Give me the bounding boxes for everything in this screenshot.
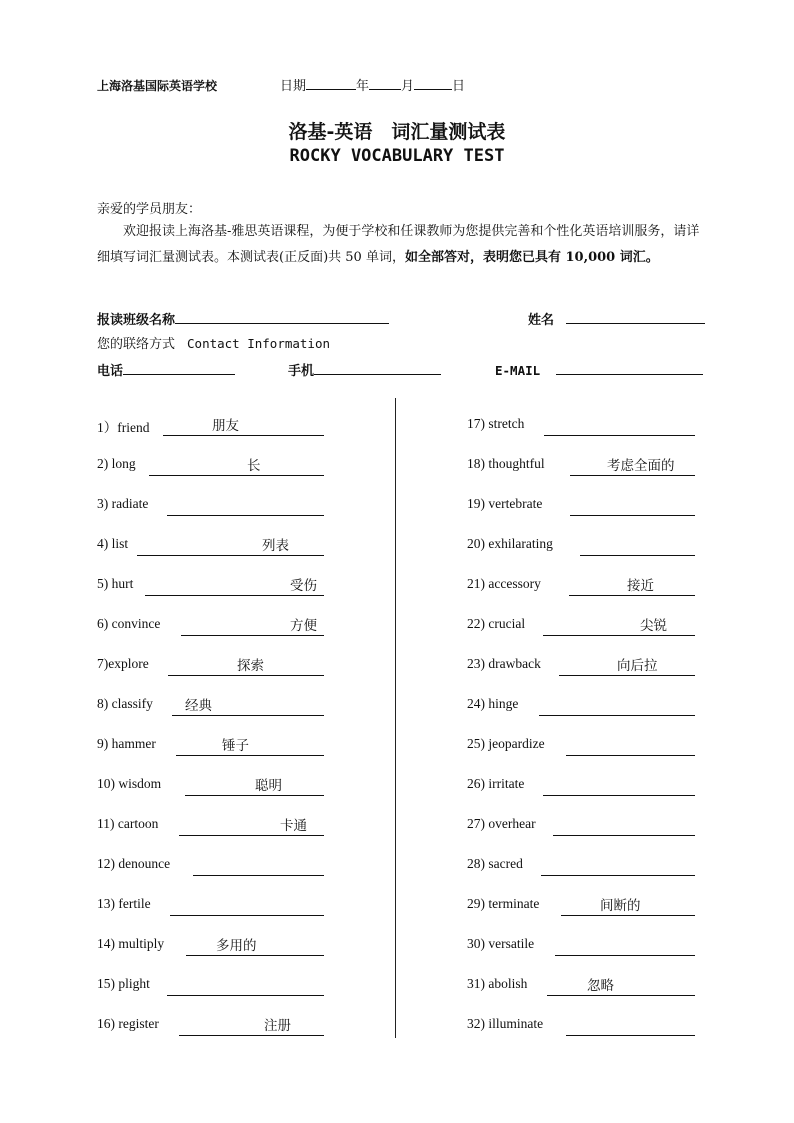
- date-month-blank[interactable]: [369, 76, 401, 90]
- class-name-label: 报读班级名称: [97, 313, 176, 328]
- vocab-item: [97, 536, 324, 556]
- handwritten-answer: 列表: [262, 538, 289, 554]
- vocab-item: [97, 656, 324, 676]
- vocab-word: 26) irritate: [467, 776, 525, 791]
- date-year-blank[interactable]: [306, 76, 356, 90]
- vocab-item: [97, 976, 324, 996]
- vocab-word: 22) crucial: [467, 616, 526, 631]
- student-name-row: [528, 308, 705, 328]
- answer-blank[interactable]: [543, 777, 695, 796]
- handwritten-answer: 多用的: [216, 938, 257, 954]
- vocab-item: [97, 896, 324, 916]
- date-day-blank[interactable]: [414, 76, 452, 90]
- vocab-item: [467, 616, 695, 636]
- vocab-item: [97, 496, 324, 516]
- answer-blank[interactable]: [570, 497, 695, 516]
- vocab-word: 6) convince: [97, 616, 161, 631]
- answer-blank[interactable]: [547, 977, 695, 996]
- phone-row: [97, 359, 235, 379]
- date-field: [280, 75, 465, 94]
- vocab-item: [467, 936, 695, 956]
- vocab-item: [97, 776, 324, 796]
- contact-label-cn: 您的联络方式: [97, 337, 176, 352]
- answer-blank[interactable]: [539, 697, 695, 716]
- vocab-word: 3) radiate: [97, 496, 149, 511]
- vocab-word: 4) list: [97, 536, 129, 551]
- vocab-item: [97, 696, 324, 716]
- answer-blank[interactable]: [544, 417, 695, 436]
- vocab-item: [97, 856, 324, 876]
- intro-paragraph: [97, 219, 709, 271]
- phone-label: 电话: [97, 364, 124, 379]
- vocab-item: [467, 976, 695, 996]
- phone-field[interactable]: [123, 359, 235, 375]
- answer-blank[interactable]: [137, 537, 324, 556]
- vocab-word: 21) accessory: [467, 576, 541, 591]
- answer-blank[interactable]: [149, 457, 324, 476]
- vocab-word: 17) stretch: [467, 416, 525, 431]
- mobile-label: 手机: [288, 364, 315, 379]
- vocab-word: 10) wisdom: [97, 776, 162, 791]
- vocab-word: 12) denounce: [97, 856, 171, 871]
- mobile-field[interactable]: [314, 359, 441, 375]
- vocab-word: 19) vertebrate: [467, 496, 543, 511]
- vocab-item: [97, 576, 324, 596]
- vocab-item: [467, 656, 695, 676]
- handwritten-answer: 卡通: [280, 818, 307, 834]
- handwritten-answer: 经典: [185, 698, 212, 714]
- email-label: E-MAIL: [495, 363, 541, 378]
- vocab-word: 5) hurt: [97, 576, 134, 591]
- answer-blank[interactable]: [580, 537, 695, 556]
- vocab-word: 18) thoughtful: [467, 456, 545, 471]
- handwritten-answer: 锤子: [222, 738, 249, 754]
- vocab-item: [467, 816, 695, 836]
- vocab-word: 23) drawback: [467, 656, 541, 671]
- answer-blank[interactable]: [566, 1017, 695, 1036]
- vocab-item: [97, 616, 324, 636]
- handwritten-answer: 间断的: [600, 898, 641, 914]
- year-label: 年: [356, 79, 370, 94]
- vocab-word: 13) fertile: [97, 896, 151, 911]
- vocab-item: [467, 416, 695, 436]
- class-name-field[interactable]: [175, 308, 389, 324]
- vocab-word: 32) illuminate: [467, 1016, 544, 1031]
- handwritten-answer: 聪明: [255, 778, 282, 794]
- school-name: 上海洛基国际英语学校: [97, 79, 218, 93]
- handwritten-answer: 注册: [264, 1018, 291, 1034]
- answer-blank[interactable]: [555, 937, 695, 956]
- vocab-item: [97, 816, 324, 836]
- student-name-field[interactable]: [566, 308, 705, 324]
- month-label: 月: [401, 79, 415, 94]
- vocab-word: 7)explore: [97, 656, 149, 671]
- vocab-word: 2) long: [97, 456, 136, 471]
- vocab-item: [467, 1016, 695, 1036]
- vocab-item: [97, 936, 324, 956]
- vocab-word: 20) exhilarating: [467, 536, 553, 551]
- vocab-word: 28) sacred: [467, 856, 523, 871]
- vocab-word: 8) classify: [97, 696, 153, 711]
- answer-blank[interactable]: [553, 817, 695, 836]
- handwritten-answer: 方便: [290, 618, 317, 634]
- vocab-word: 25) jeopardize: [467, 736, 545, 751]
- handwritten-answer: 接近: [627, 578, 654, 594]
- vocab-item: [467, 576, 695, 596]
- answer-blank[interactable]: [541, 857, 695, 876]
- vocab-word: 27) overhear: [467, 816, 536, 831]
- vocab-word: 9) hammer: [97, 736, 156, 751]
- handwritten-answer: 受伤: [290, 578, 317, 594]
- handwritten-answer: 长: [247, 458, 261, 474]
- answer-blank[interactable]: [179, 1017, 324, 1036]
- handwritten-answer: 考虑全面的: [607, 458, 675, 474]
- handwritten-answer: 忽略: [587, 978, 614, 994]
- class-name-row: [97, 308, 389, 328]
- mobile-row: [288, 359, 441, 379]
- handwritten-answer: 探索: [237, 658, 264, 674]
- handwritten-answer: 朋友: [212, 418, 239, 434]
- handwritten-answer: 尖锐: [640, 618, 667, 634]
- vocab-item: [467, 496, 695, 516]
- vocab-item: [467, 856, 695, 876]
- answer-blank[interactable]: [566, 737, 695, 756]
- answer-blank[interactable]: [167, 497, 324, 516]
- vocab-item: [467, 456, 695, 476]
- vocab-item: [467, 736, 695, 756]
- vocab-word: 24) hinge: [467, 696, 519, 711]
- vocab-item: [97, 736, 324, 756]
- email-field[interactable]: [556, 359, 703, 375]
- answer-blank[interactable]: [163, 417, 324, 436]
- answer-blank[interactable]: [193, 857, 324, 876]
- vocab-item: [467, 896, 695, 916]
- vocab-word: 1）friend: [97, 420, 150, 435]
- vocab-item: [97, 1016, 324, 1036]
- email-row: [495, 359, 703, 379]
- answer-blank[interactable]: [170, 897, 324, 916]
- vocab-word: 15) plight: [97, 976, 150, 991]
- vocab-word: 11) cartoon: [97, 816, 159, 831]
- title-chinese: 洛基-英语 词汇量测试表: [288, 121, 506, 143]
- vocab-word: 14) multiply: [97, 936, 165, 951]
- intro-text: 欢迎报读上海洛基-雅思英语课程，为便于学校和任课教师为您提供完善和个性化英语培训服务，请详细填写词汇量测试表。本测试表(正反面)共 50 单词，: [97, 224, 700, 265]
- vocab-item: [467, 696, 695, 716]
- student-name-label: 姓名: [528, 313, 555, 328]
- vocab-item: [97, 416, 324, 436]
- column-divider: [395, 398, 396, 1038]
- handwritten-answer: 向后拉: [617, 658, 658, 674]
- vocab-word: 31) abolish: [467, 976, 528, 991]
- greeting: 亲爱的学员朋友：: [97, 202, 202, 217]
- vocab-item: [467, 776, 695, 796]
- title-english: ROCKY VOCABULARY TEST: [289, 146, 505, 166]
- contact-label-en: Contact Information: [187, 336, 331, 351]
- intro-bold-text: 如全部答对，表明您已具有 10,000 词汇。: [404, 250, 659, 265]
- vocab-word: 30) versatile: [467, 936, 535, 951]
- answer-blank[interactable]: [167, 977, 324, 996]
- vocab-word: 16) register: [97, 1016, 159, 1031]
- vocab-word: 29) terminate: [467, 896, 540, 911]
- date-label: 日期: [280, 79, 307, 94]
- vocab-item: [97, 456, 324, 476]
- answer-blank[interactable]: [543, 617, 695, 636]
- day-label: 日: [452, 79, 466, 94]
- vocab-item: [467, 536, 695, 556]
- contact-row: [97, 333, 330, 352]
- answer-blank[interactable]: [176, 737, 324, 756]
